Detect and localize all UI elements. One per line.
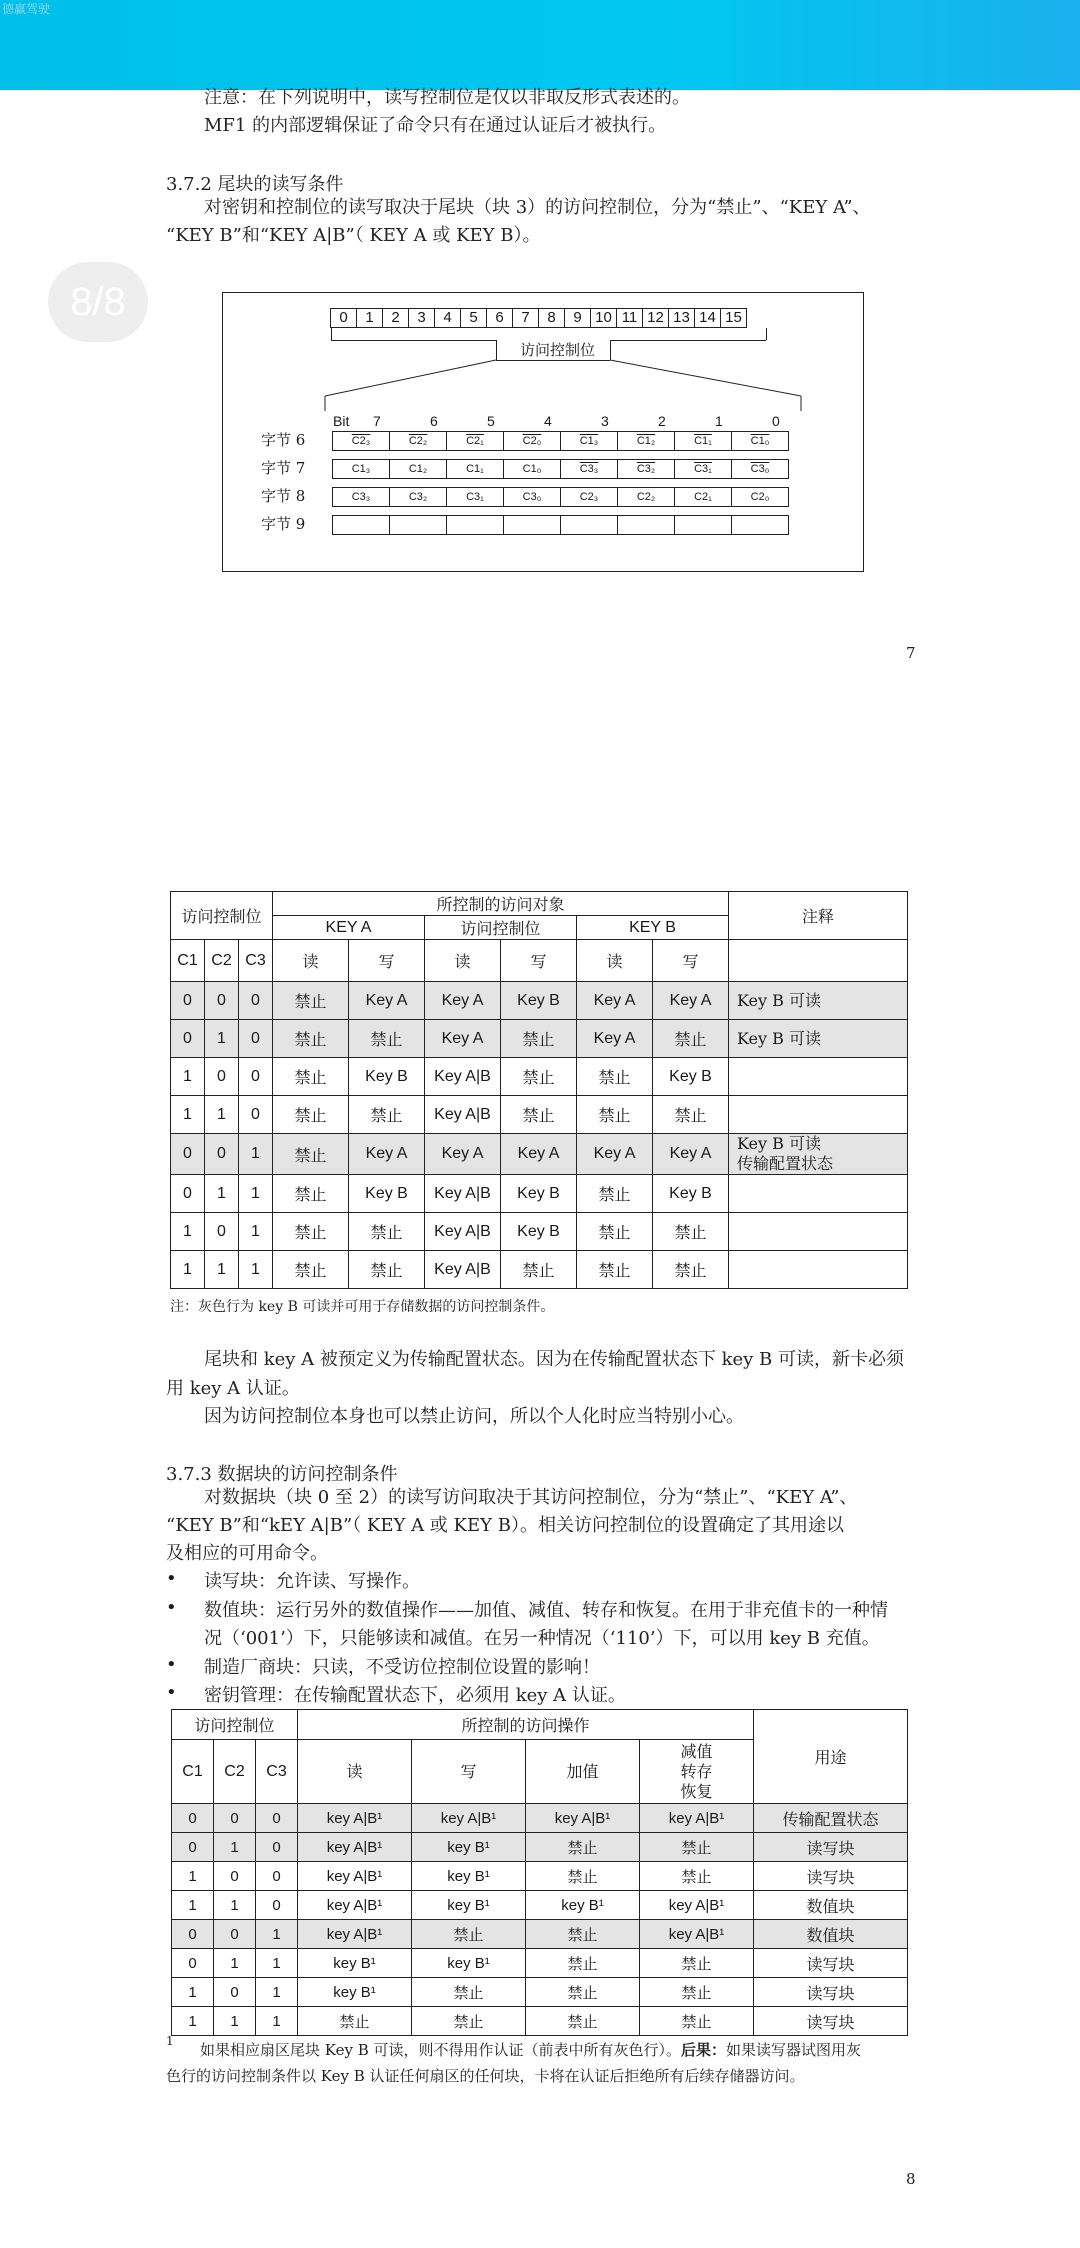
table1-cell: 0	[171, 1020, 205, 1058]
table1-row	[171, 982, 908, 1020]
table2-cell: 禁止	[526, 2007, 640, 2036]
table2-cell: key B¹	[526, 1891, 640, 1920]
table1-cell: Key B	[501, 1175, 577, 1213]
table1-cell: 禁止	[577, 1251, 653, 1289]
table1-cell: 1	[171, 1058, 205, 1096]
table1-cell: Key B	[501, 1213, 577, 1251]
table2-cell: 1	[256, 1920, 298, 1949]
table1-cell: 禁止	[273, 1020, 349, 1058]
table1-cell: Key A	[349, 1134, 425, 1175]
table2-cell: key A|B¹	[640, 1891, 754, 1920]
table2-cell: key A|B¹	[526, 1804, 640, 1833]
page-number-8: 8	[906, 2170, 916, 2188]
table1-cell: Key A	[653, 982, 729, 1020]
table1-note-cell: Key B 可读	[729, 982, 908, 1020]
table2-cell: 1	[172, 1862, 214, 1891]
footnote2-line-1	[200, 2038, 861, 2062]
table1-row	[171, 1134, 908, 1175]
table2-cell: 0	[172, 1949, 214, 1978]
byte-cell: C1₃	[332, 459, 390, 479]
table1-cell: 禁止	[273, 1134, 349, 1175]
table2-cell: 0	[172, 1833, 214, 1862]
table2-cell: key B¹	[298, 1978, 412, 2007]
table2-row	[172, 1920, 908, 1949]
section-372-heading: 3.7.2 尾块的读写条件	[166, 174, 344, 195]
table1-cell: 0	[171, 1175, 205, 1213]
table1-cell: Key A|B	[425, 1175, 501, 1213]
table1-cell: 1	[239, 1251, 273, 1289]
table2-col-header: C1	[172, 1740, 214, 1804]
table2-cell: key A|B¹	[640, 1804, 754, 1833]
byte-cell: C2₀	[731, 487, 789, 507]
table2-header-access-bits: 访问控制位	[172, 1710, 298, 1740]
table1-cell: 禁止	[577, 1096, 653, 1134]
table2-cell: 禁止	[526, 1920, 640, 1949]
byte-label: 字节 9	[261, 515, 306, 533]
bullet-dot: •	[166, 1654, 177, 1675]
para-after-table1-line-1: 尾块和 key A 被预定义为传输配置状态。因为在传输配置状态下 key B 可读，新卡必须	[204, 1349, 905, 1370]
table1-cell: Key B	[653, 1175, 729, 1213]
table1-header-access-bits: 访问控制位	[171, 892, 273, 940]
table2-col-header: 减值 转存 恢复	[640, 1740, 754, 1804]
data-block-access-table	[171, 1709, 908, 2036]
table1-col-header: 写	[349, 940, 425, 982]
bit-number: 2	[658, 413, 666, 429]
page-number-7: 7	[906, 644, 916, 662]
byte-cell: C2₂	[617, 487, 675, 507]
table1-cell: 0	[239, 1020, 273, 1058]
table1-col-header: 读	[425, 940, 501, 982]
top-bit-cell: 0	[330, 308, 357, 328]
table1-column-header-row	[171, 940, 908, 982]
access-bits-diagram	[222, 292, 864, 572]
table2-cell: key B¹	[412, 1949, 526, 1978]
top-bit-cell: 5	[460, 308, 487, 328]
table1-note-cell	[729, 1175, 908, 1213]
table2-cell: 禁止	[640, 1862, 754, 1891]
bullet-dot: •	[166, 1597, 177, 1618]
table2-cell: 禁止	[526, 1833, 640, 1862]
trailer-access-table	[170, 891, 908, 1289]
table2-cell: key A|B¹	[298, 1862, 412, 1891]
table1-cell: 禁止	[273, 1058, 349, 1096]
bullet-dot: •	[166, 1682, 177, 1703]
table2-col-header: 读	[298, 1740, 412, 1804]
page-indicator-badge[interactable]: 8/8	[48, 262, 148, 342]
byte-cell: C1₀	[503, 459, 561, 479]
byte-cell	[674, 515, 732, 535]
table1-cell: 0	[239, 982, 273, 1020]
byte-cell	[446, 515, 504, 535]
table1-cell: 1	[171, 1096, 205, 1134]
byte-cell: C3₂	[389, 487, 447, 507]
table2-col-header: C2	[214, 1740, 256, 1804]
table1-cell: 0	[205, 1134, 239, 1175]
bullet-read-write-block: 读写块：允许读、写操作。	[204, 1571, 420, 1592]
table1-row	[171, 1058, 908, 1096]
table1-note-cell	[729, 1251, 908, 1289]
access-bits-label: 访问控制位	[520, 341, 596, 359]
table2-row	[172, 1978, 908, 2007]
table2-cell: 1	[256, 2007, 298, 2036]
table1-row	[171, 1251, 908, 1289]
byte-cell: C3₁	[674, 459, 732, 479]
top-bit-cell: 10	[590, 308, 617, 328]
table1-cell: 1	[239, 1213, 273, 1251]
table1-cell: Key A	[425, 982, 501, 1020]
table2-use-cell: 读写块	[754, 2007, 908, 2036]
table1-cell: Key A	[349, 982, 425, 1020]
table1-cell: Key A|B	[425, 1213, 501, 1251]
table1-col-header: 写	[653, 940, 729, 982]
table1-cell: 1	[171, 1213, 205, 1251]
table1-header-note: 注释	[729, 892, 908, 940]
table2-cell: 1	[172, 2007, 214, 2036]
bullet-value-block-line-2: 况（‘001’）下，只能够读和减值。在另一种情况（‘110’）下，可以用 key B 充值。	[204, 1628, 880, 1649]
table2-cell: 1	[214, 2007, 256, 2036]
byte-label: 字节 8	[261, 487, 306, 505]
table2-cell: 1	[172, 1978, 214, 2007]
table1-row	[171, 1096, 908, 1134]
table2-cell: key A|B¹	[412, 1804, 526, 1833]
top-bit-cell: 1	[356, 308, 383, 328]
byte-cell: C2₁	[446, 431, 504, 451]
table2-cell: 0	[214, 1862, 256, 1891]
table1-cell: Key A|B	[425, 1096, 501, 1134]
table2-cell: 禁止	[640, 2007, 754, 2036]
table2-cell: 禁止	[412, 2007, 526, 2036]
table2-cell: key A|B¹	[298, 1804, 412, 1833]
bit-number: 0	[772, 413, 780, 429]
table1-cell: Key A	[425, 1020, 501, 1058]
table2-cell: 禁止	[298, 2007, 412, 2036]
table1-cell: 1	[239, 1175, 273, 1213]
table1-col-header: 读	[577, 940, 653, 982]
top-bit-cell: 9	[564, 308, 591, 328]
top-bit-cell: 11	[616, 308, 643, 328]
table2-cell: 禁止	[412, 1920, 526, 1949]
byte-cell: C3₁	[446, 487, 504, 507]
table2-use-cell: 读写块	[754, 1978, 908, 2007]
table1-cell: 0	[205, 1058, 239, 1096]
byte-cell: C3₀	[731, 459, 789, 479]
byte-cell: C2₂	[389, 431, 447, 451]
table1-cell: 禁止	[501, 1096, 577, 1134]
table1-cell: Key B	[501, 982, 577, 1020]
top-bit-cell: 6	[486, 308, 513, 328]
top-bit-cell: 4	[434, 308, 461, 328]
table2-cell: key A|B¹	[298, 1920, 412, 1949]
table1-cell: 禁止	[349, 1251, 425, 1289]
table1-cell: 0	[205, 1213, 239, 1251]
table2-cell: 0	[214, 1804, 256, 1833]
table2-cell: 0	[256, 1804, 298, 1833]
table1-cell: 禁止	[577, 1213, 653, 1251]
table2-row	[172, 2007, 908, 2036]
footnote2-text-b: 如果读写器试图用灰	[726, 2041, 862, 2059]
byte-cell: C3₃	[560, 459, 618, 479]
bullet-manufacturer-block: 制造厂商块：只读，不受访位控制位设置的影响！	[204, 1657, 600, 1678]
table1-cell: 禁止	[577, 1058, 653, 1096]
table1-group-keyb: KEY B	[577, 916, 729, 940]
table1-cell: 禁止	[273, 1213, 349, 1251]
table1-note-cell	[729, 1096, 908, 1134]
table1-cell: 0	[239, 1058, 273, 1096]
table1-col-header: 写	[501, 940, 577, 982]
top-bit-cell: 8	[538, 308, 565, 328]
top-bit-cell: 13	[668, 308, 695, 328]
table1-cell: Key A	[577, 1134, 653, 1175]
table1-cell: 0	[239, 1096, 273, 1134]
table1-cell: 禁止	[501, 1020, 577, 1058]
table1-cell: 1	[205, 1175, 239, 1213]
byte-cell: C2₀	[503, 431, 561, 451]
table2-cell: 0	[172, 1804, 214, 1833]
bit-number: 5	[487, 413, 495, 429]
table1-cell: 禁止	[273, 982, 349, 1020]
table1-cell: 禁止	[349, 1213, 425, 1251]
byte-cell: C2₃	[332, 431, 390, 451]
byte-cell	[731, 515, 789, 535]
table2-cell: 禁止	[640, 1978, 754, 2007]
byte-cell: C3₃	[332, 487, 390, 507]
table2-header-ops: 所控制的访问操作	[298, 1710, 754, 1740]
byte-cell: C3₂	[617, 459, 675, 479]
table1-cell: 禁止	[273, 1251, 349, 1289]
table1-col-header-note-empty	[729, 940, 908, 982]
table2-cell: 0	[214, 1978, 256, 2007]
table1-cell: Key A|B	[425, 1058, 501, 1096]
byte-cell: C2₃	[560, 487, 618, 507]
table2-header-use: 用途	[754, 1710, 908, 1804]
intro-line-2: MF1 的内部逻辑保证了命令只有在通过认证后才被执行。	[204, 115, 667, 136]
table2-col-header: 写	[412, 1740, 526, 1804]
table1-cell: Key A	[501, 1134, 577, 1175]
table1-row	[171, 1175, 908, 1213]
table1-col-header: C1	[171, 940, 205, 982]
bullet-key-management: 密钥管理：在传输配置状态下，必须用 key A 认证。	[204, 1685, 626, 1706]
table1-cell: 1	[205, 1251, 239, 1289]
byte-row	[333, 431, 789, 451]
table2-row	[172, 1833, 908, 1862]
table2-cell: 1	[214, 1833, 256, 1862]
section-372-para-line-1: 对密钥和控制位的读写取决于尾块（块 3）的访问控制位，分为“禁止”、“KEY A”、	[204, 197, 871, 218]
byte-cell: C1₀	[731, 431, 789, 451]
table1-cell: 1	[205, 1096, 239, 1134]
footnote2-mark: 1	[166, 2034, 174, 2048]
table1-cell: 0	[205, 982, 239, 1020]
byte-cell: C1₂	[617, 431, 675, 451]
table2-cell: key B¹	[298, 1949, 412, 1978]
bit-number: 6	[430, 413, 438, 429]
table1-cell: 禁止	[653, 1020, 729, 1058]
section-373-para-line-1: 对数据块（块 0 至 2）的读写访问取决于其访问控制位，分为“禁止”、“KEY A”、	[204, 1487, 858, 1508]
table2-col-header: C3	[256, 1740, 298, 1804]
footnote2-bold: 后果：	[681, 2041, 727, 2059]
section-372-para-line-2: “KEY B”和“KEY A|B”（ KEY A 或 KEY B）。	[166, 225, 541, 246]
bullet-dot: •	[166, 1568, 177, 1589]
table2-cell: 禁止	[640, 1949, 754, 1978]
byte-cell	[332, 515, 390, 535]
table2-cell: key B¹	[412, 1862, 526, 1891]
byte-row	[333, 515, 789, 535]
table1-cell: 1	[205, 1020, 239, 1058]
byte-cell: C1₂	[389, 459, 447, 479]
table2-use-cell: 读写块	[754, 1949, 908, 1978]
table2-use-cell: 传输配置状态	[754, 1804, 908, 1833]
table1-footnote: 注：灰色行为 key B 可读并可用于存储数据的访问控制条件。	[170, 1299, 555, 1315]
table2-cell: 1	[214, 1891, 256, 1920]
table2-cell: 1	[214, 1949, 256, 1978]
table1-col-header: 读	[273, 940, 349, 982]
table2-cell: key B¹	[412, 1891, 526, 1920]
table1-cell: Key B	[653, 1058, 729, 1096]
table1-cell: 0	[171, 982, 205, 1020]
table1-header-objects: 所控制的访问对象	[273, 892, 729, 916]
bit-number: 7	[373, 413, 381, 429]
footnote2-line-2: 色行的访问控制条件以 Key B 认证任何扇区的任何块，卡将在认证后拒绝所有后续存储器访问。	[166, 2067, 805, 2085]
table1-cell: Key A	[577, 1020, 653, 1058]
table1-note-cell	[729, 1213, 908, 1251]
byte-cell: C1₃	[560, 431, 618, 451]
table1-note-cell: Key B 可读	[729, 1020, 908, 1058]
table2-cell: key A|B¹	[298, 1833, 412, 1862]
table1-cell: 禁止	[349, 1096, 425, 1134]
table1-cell: 1	[239, 1134, 273, 1175]
bit-prefix-label: Bit	[333, 413, 350, 429]
table2-row	[172, 1891, 908, 1920]
para-after-table1-line-3: 因为访问控制位本身也可以禁止访问，所以个人化时应当特别小心。	[204, 1406, 744, 1427]
top-bit-cell: 3	[408, 308, 435, 328]
table2-row	[172, 1949, 908, 1978]
table2-use-cell: 读写块	[754, 1833, 908, 1862]
table2-row	[172, 1862, 908, 1891]
table2-use-cell: 数值块	[754, 1920, 908, 1949]
byte-cell: C2₁	[674, 487, 732, 507]
byte-row	[333, 459, 789, 479]
table2-cell: key B¹	[412, 1833, 526, 1862]
table1-cell: Key A	[425, 1134, 501, 1175]
table2-cell: 禁止	[640, 1833, 754, 1862]
table1-cell: 1	[171, 1251, 205, 1289]
top-bit-cell: 14	[694, 308, 721, 328]
table2-cell: 0	[256, 1862, 298, 1891]
bullet-value-block-line-1: 数值块：运行另外的数值操作——加值、减值、转存和恢复。在用于非充值卡的一种情	[204, 1600, 888, 1621]
intro-line-1: 注意：在下列说明中，读写控制位是仅以非取反形式表述的。	[204, 87, 690, 108]
top-bit-cell: 12	[642, 308, 669, 328]
byte-cell: C1₁	[674, 431, 732, 451]
table1-cell: Key A|B	[425, 1251, 501, 1289]
table2-use-cell: 读写块	[754, 1862, 908, 1891]
table1-cell: Key B	[349, 1175, 425, 1213]
section-373-heading: 3.7.3 数据块的访问控制条件	[166, 1464, 398, 1485]
bit-number: 1	[715, 413, 723, 429]
table1-cell: Key A	[653, 1134, 729, 1175]
footnote2-text-a: 如果相应扇区尾块 Key B 可读，则不得用作认证（前表中所有灰色行）。	[200, 2041, 681, 2059]
table1-cell: Key A	[577, 982, 653, 1020]
table2-cell: key A|B¹	[298, 1891, 412, 1920]
table1-group-access: 访问控制位	[425, 916, 577, 940]
table2-cell: 1	[256, 1949, 298, 1978]
table2-cell: 0	[172, 1920, 214, 1949]
bit-number: 3	[601, 413, 609, 429]
section-373-para-line-2: “KEY B”和“kEY A|B”（ KEY A 或 KEY B）。相关访问控制位的设置确定了其用途以	[166, 1515, 844, 1536]
byte-row	[333, 487, 789, 507]
table1-cell: 禁止	[273, 1175, 349, 1213]
table1-row	[171, 1213, 908, 1251]
byte-cell	[503, 515, 561, 535]
table1-cell: 禁止	[349, 1020, 425, 1058]
table1-cell: 0	[171, 1134, 205, 1175]
table1-note-cell	[729, 1058, 908, 1096]
table2-row	[172, 1804, 908, 1833]
section-373-para-line-3: 及相应的可用命令。	[166, 1543, 328, 1564]
table1-col-header: C2	[205, 940, 239, 982]
table1-cell: Key B	[349, 1058, 425, 1096]
table1-cell: 禁止	[501, 1251, 577, 1289]
table1-cell: 禁止	[577, 1175, 653, 1213]
table1-cell: 禁止	[501, 1058, 577, 1096]
table2-cell: 0	[256, 1833, 298, 1862]
table1-cell: 禁止	[273, 1096, 349, 1134]
top-bit-cell: 15	[720, 308, 747, 328]
table2-use-cell: 数值块	[754, 1891, 908, 1920]
table1-cell: 禁止	[653, 1096, 729, 1134]
watermark-text: 德赢驾驶	[2, 2, 51, 16]
para-after-table1-line-2: 用 key A 认证。	[166, 1378, 300, 1399]
byte-label: 字节 6	[261, 431, 306, 449]
table1-cell: 禁止	[653, 1251, 729, 1289]
table1-group-keya: KEY A	[273, 916, 425, 940]
top-banner	[0, 0, 1080, 90]
byte-cell	[389, 515, 447, 535]
table1-note-cell: Key B 可读 传输配置状态	[729, 1134, 908, 1175]
table2-cell: key A|B¹	[640, 1920, 754, 1949]
table2-cell: 禁止	[526, 1978, 640, 2007]
top-bit-cell: 7	[512, 308, 539, 328]
byte-cell: C3₀	[503, 487, 561, 507]
bit-number: 4	[544, 413, 552, 429]
table2-cell: 禁止	[412, 1978, 526, 2007]
table1-col-header: C3	[239, 940, 273, 982]
top-bit-cell: 2	[382, 308, 409, 328]
table2-cell: 禁止	[526, 1949, 640, 1978]
byte-label: 字节 7	[261, 459, 306, 477]
table2-col-header: 加值	[526, 1740, 640, 1804]
byte-cell	[560, 515, 618, 535]
table2-cell: 1	[172, 1891, 214, 1920]
byte-cell	[617, 515, 675, 535]
table1-cell: 禁止	[653, 1213, 729, 1251]
table2-cell: 1	[256, 1978, 298, 2007]
table1-row	[171, 1020, 908, 1058]
table2-cell: 0	[256, 1891, 298, 1920]
byte-cell: C1₁	[446, 459, 504, 479]
table2-cell: 0	[214, 1920, 256, 1949]
table2-cell: 禁止	[526, 1862, 640, 1891]
